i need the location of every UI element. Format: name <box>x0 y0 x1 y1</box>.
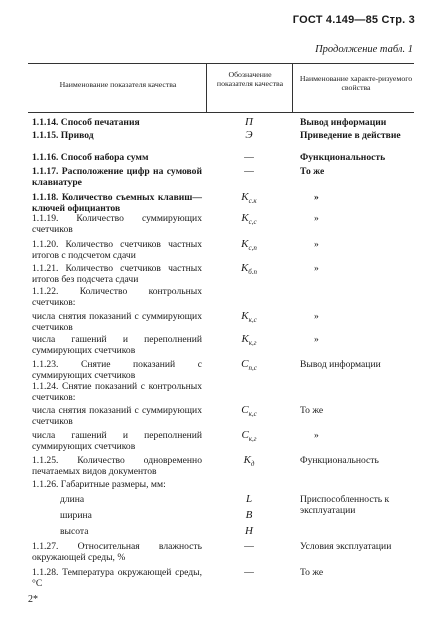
row-symbol <box>210 526 288 537</box>
row-indicator-name: 1.1.26. Габаритные размеры, мм: <box>32 479 166 490</box>
symbol-letter: B <box>245 509 253 521</box>
symbol-letter: — <box>244 566 254 578</box>
table-continuation-label: Продолжение табл. 1 <box>315 44 413 55</box>
row-property: Функциональность <box>300 455 379 466</box>
column-header-property: Наименование характе-ризуемого свойства <box>299 74 413 92</box>
symbol-letter: — <box>244 540 254 552</box>
row-property: То же <box>300 567 324 578</box>
row-symbol <box>210 430 288 445</box>
symbol-subscript: с,с <box>248 218 257 227</box>
row-indicator-name: длина <box>60 494 85 505</box>
row-property: Вывод информации <box>300 117 387 128</box>
row-symbol <box>210 152 288 163</box>
row-symbol <box>210 494 288 505</box>
row-property: Приспособленность к эксплуатации <box>300 494 390 516</box>
row-indicator-name: числа снятия показаний с суммирующих счетчиков <box>32 311 202 333</box>
row-indicator-name: 1.1.18. Количество съемных клавиш—ключей официантов <box>32 192 202 214</box>
row-symbol <box>210 263 288 278</box>
symbol-letter: К <box>241 238 249 250</box>
row-symbol <box>210 405 288 420</box>
symbol-subscript: д <box>250 460 255 469</box>
row-symbol <box>210 311 288 326</box>
row-indicator-name: 1.1.25. Количество одновременно печатаемых видов документов <box>32 455 202 477</box>
row-indicator-name: числа гашений и переполнений суммирующих счетчиков <box>32 430 202 452</box>
row-indicator-name: числа снятия показаний с суммирующих счетчиков <box>32 405 202 427</box>
row-indicator-name: 1.1.16. Способ набора сумм <box>32 152 149 163</box>
row-indicator-name: 1.1.17. Расположение цифр на сумовой клавиатуре <box>32 166 202 188</box>
row-indicator-name: 1.1.22. Количество контрольных счетчиков: <box>32 286 202 308</box>
row-symbol <box>210 510 288 521</box>
row-symbol <box>210 239 288 254</box>
symbol-subscript: к,г <box>248 339 257 348</box>
row-property: » <box>314 263 319 274</box>
row-symbol <box>210 455 288 470</box>
column-header-name: Наименование показателя качества <box>59 80 177 89</box>
column-header-symbol: Обозначение показателя качества <box>216 70 284 88</box>
row-indicator-name: 1.1.19. Количество суммирующих счетчиков <box>32 213 202 235</box>
symbol-subscript: к,г <box>248 435 257 444</box>
symbol-letter: К <box>243 454 251 466</box>
symbol-letter: К <box>241 333 249 345</box>
row-indicator-name: 1.1.14. Способ печатания <box>32 117 140 128</box>
symbol-letter: П <box>245 116 253 128</box>
row-indicator-name: ширина <box>60 510 92 521</box>
row-property: То же <box>300 405 324 416</box>
row-indicator-name: 1.1.23. Снятие показаний с суммирующих счетчиков <box>32 359 202 381</box>
row-property: » <box>314 311 319 322</box>
row-property: » <box>314 239 319 250</box>
row-indicator-name: 1.1.21. Количество счетчиков частных итогов без подсчета сдачи <box>32 263 202 285</box>
row-property: » <box>314 213 319 224</box>
row-symbol <box>210 130 288 141</box>
symbol-letter: С <box>241 429 249 441</box>
row-symbol <box>210 192 288 207</box>
row-symbol <box>210 541 288 552</box>
symbol-subscript: п,с <box>248 364 257 373</box>
row-symbol <box>210 213 288 228</box>
row-indicator-name: высота <box>60 526 89 537</box>
column-divider <box>206 64 207 112</box>
page-header: ГОСТ 4.149—85 Стр. 3 <box>292 14 415 26</box>
row-property: Условия эксплуатации <box>300 541 392 552</box>
row-indicator-name: 1.1.15. Привод <box>32 130 94 141</box>
row-symbol <box>210 166 288 177</box>
row-property: » <box>314 334 319 345</box>
row-property: » <box>314 430 319 441</box>
row-property: Функциональность <box>300 152 386 163</box>
table-top-rule <box>28 63 414 64</box>
symbol-subscript: с.к <box>248 197 257 206</box>
symbol-letter: С <box>241 358 249 370</box>
row-property: » <box>314 192 319 203</box>
symbol-letter: H <box>245 525 253 537</box>
row-indicator-name: 1.1.20. Количество счетчиков частных итогов с подсчетом сдачи <box>32 239 202 261</box>
symbol-letter: К <box>241 310 249 322</box>
symbol-subscript: к,с <box>248 410 257 419</box>
symbol-letter: К <box>241 212 249 224</box>
row-property: То же <box>300 166 325 177</box>
row-symbol <box>210 567 288 578</box>
symbol-subscript: к,с <box>248 316 257 325</box>
row-symbol <box>210 334 288 349</box>
row-indicator-name: 1.1.27. Относительная влажность окружающей среды, % <box>32 541 202 563</box>
row-indicator-name: числа гашений и переполнений суммирующих счетчиков <box>32 334 202 356</box>
symbol-letter: — <box>244 151 254 163</box>
row-property: Приведение в действие <box>300 130 401 141</box>
row-symbol <box>210 117 288 128</box>
row-indicator-name: 1.1.28. Температура окружающей среды, °С <box>32 567 202 589</box>
symbol-subscript: с,п <box>248 244 257 253</box>
row-indicator-name: 1.1.24. Снятие показаний с контрольных счетчиков: <box>32 381 202 403</box>
symbol-letter: К <box>241 191 249 203</box>
symbol-subscript: б.п <box>248 268 258 277</box>
row-symbol <box>210 359 288 374</box>
symbol-letter: Э <box>245 129 253 141</box>
row-property: Вывод информации <box>300 359 381 370</box>
symbol-letter: — <box>244 165 254 177</box>
table-header-rule <box>28 112 414 113</box>
symbol-letter: L <box>245 493 253 505</box>
page-footer-mark: 2* <box>28 594 38 605</box>
column-divider <box>292 64 293 112</box>
symbol-letter: С <box>241 404 249 416</box>
symbol-letter: К <box>240 262 249 274</box>
